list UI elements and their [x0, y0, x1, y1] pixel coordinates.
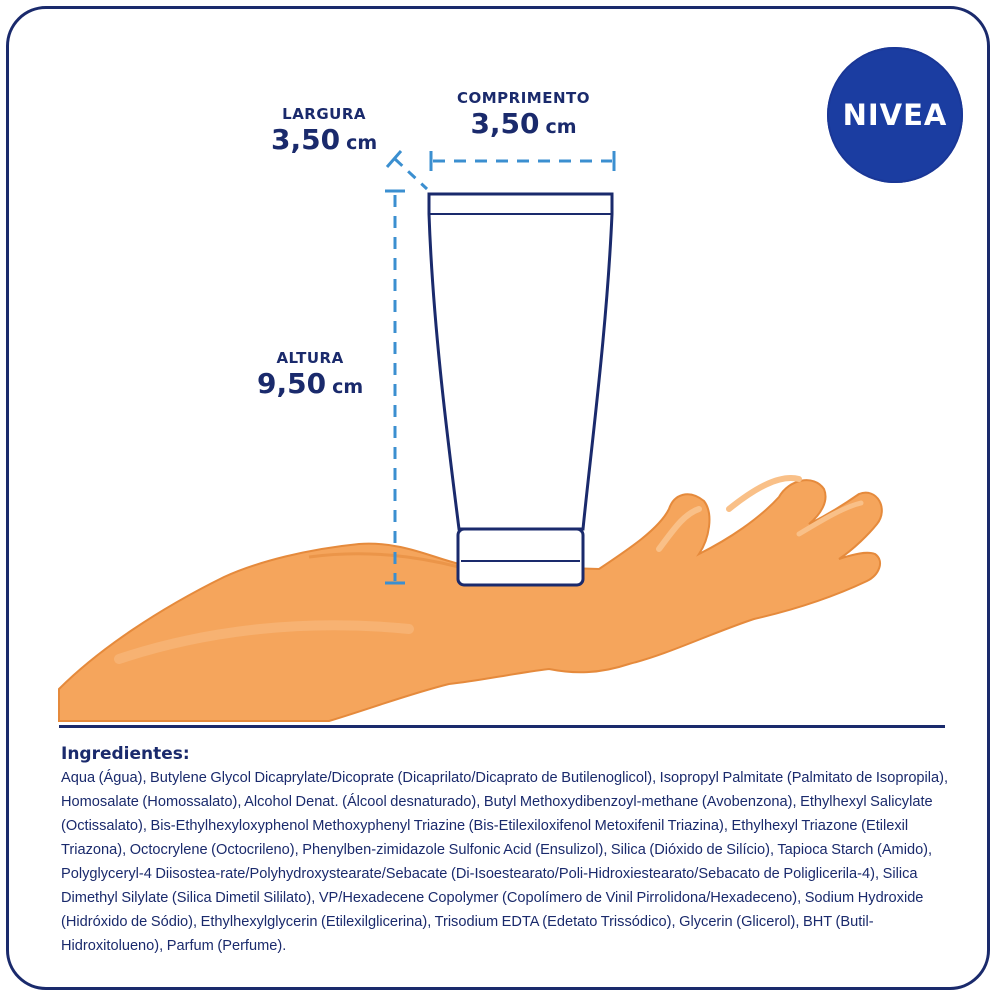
altura-unit: cm	[332, 376, 364, 398]
nivea-logo	[827, 47, 963, 183]
largura-value: 3,50	[271, 123, 341, 156]
altura-dimension	[257, 349, 363, 404]
tube-illustration	[429, 194, 612, 585]
comprimento-label: COMPRIMENTO	[457, 89, 591, 107]
largura-value-line	[271, 123, 377, 160]
comprimento-value-line	[457, 107, 590, 144]
comprimento-unit: cm	[545, 116, 577, 138]
altura-label: ALTURA	[276, 349, 344, 367]
comprimento-dimension	[457, 89, 590, 144]
largura-label: LARGURA	[282, 105, 367, 123]
altura-value: 9,50	[257, 367, 327, 400]
altura-value-line	[257, 367, 363, 404]
logo-text: NIVEA	[842, 98, 948, 132]
largura-unit: cm	[346, 132, 378, 154]
product-card	[6, 6, 990, 990]
comprimento-value: 3,50	[470, 107, 540, 140]
ingredients-list: Aqua (Água), Butylene Glycol Dicaprylate/Dicoprate (Dicaprilato/Dicaprato de Butilenoglicol), Isopropyl Palmitate (Palmitato de Isopropila), Homosalate (Homossalato), Alcohol Denat. (Álcool desnaturado), Butyl Methoxydibenzoyl-methane (Avobenzona), Ethylhexyl Salicylate (Octissalato), Bis-Ethylhexyloxyphenol Methoxyphenyl Triazine (Bis-Etilexiloxifenol Metoxifenil Triazina), Ethylhexyl Triazone (Etilexil Triazona), Octocrylene (Octocrileno), Phenylben-zimidazole Sulfonic Acid (Ensulizol), Silica (Dióxido de Silício), Tapioca Starch (Amido), Polyglyceryl-4 Diisostea-rate/Polyhydroxystearate/Sebacate (Di-Isoestearato/Poli-Hidroxiestearato/Sebacato de Poliglicerila-4), Silica Dimethyl Silylate (Silica Dimetil Sililato), VP/Hexadecene Copolymer (Copolímero de Vinil Pirrolidona/Hexadeceno), Sodium Hydroxide (Hidróxido de Sódio), Ethylhexylglycerin (Etilexilglicerina), Trisodium EDTA (Edetato Trissódico), Glycerin (Glicerol), BHT (Butil-Hidroxitolueno), Parfum (Perfume).	[61, 770, 949, 954]
largura-dimension	[271, 105, 377, 160]
ingredients-section	[61, 744, 951, 958]
section-divider	[59, 725, 945, 728]
ingredients-title: Ingredientes:	[61, 744, 190, 764]
